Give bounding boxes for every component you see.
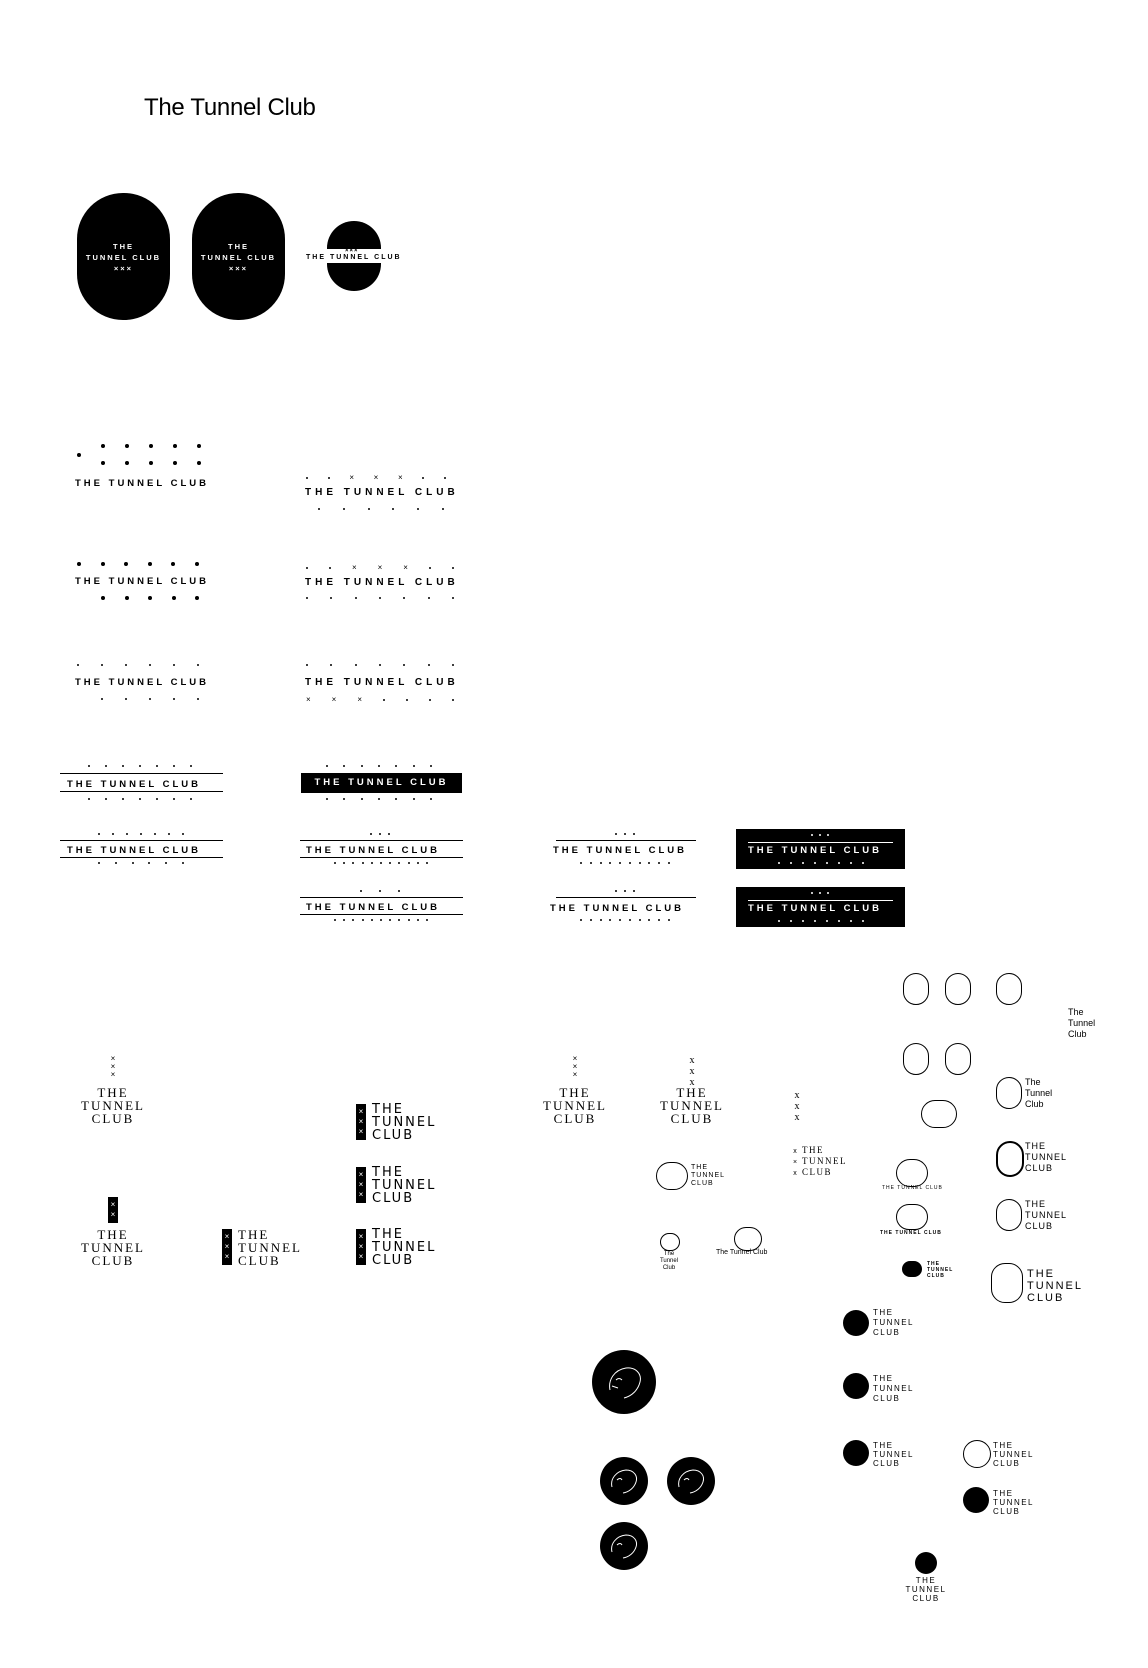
- serif-tunnel: TUNNEL: [802, 1156, 847, 1166]
- dot-logo-5-label: THE TUNNEL CLUB: [305, 577, 459, 588]
- ruled-logo-3-label: THE TUNNEL CLUB: [67, 845, 202, 856]
- ruled-logo-5-label: THE TUNNEL CLUB: [306, 902, 441, 913]
- dot-row: × × ×: [306, 696, 454, 704]
- rule: [60, 840, 223, 841]
- face-circle-icon: [592, 1350, 656, 1414]
- face-badge-icon: [660, 1233, 680, 1251]
- caps-club: CLUB: [927, 1273, 945, 1279]
- face-badge-icon: [903, 973, 929, 1005]
- x-box: × × ×: [222, 1229, 232, 1265]
- serif-club: CLUB: [91, 1111, 135, 1126]
- caps-tunnel: TUNNEL: [873, 1318, 915, 1327]
- caps-the: THE: [1025, 1141, 1046, 1151]
- x-stack: × × ×: [572, 1054, 578, 1079]
- dot-logo-6-label: THE TUNNEL CLUB: [305, 677, 459, 688]
- caps-tunnel: TUNNEL: [1025, 1152, 1068, 1162]
- serif-stack-4: [540, 1086, 610, 1125]
- caps-club: CLUB: [873, 1328, 901, 1337]
- thin-club: CLUB: [372, 1253, 415, 1268]
- caps-club: CLUB: [993, 1459, 1021, 1468]
- script-tunnel: Tunnel: [1068, 1018, 1096, 1028]
- thin-stack-2: [372, 1166, 436, 1205]
- face-badge-icon: [945, 973, 971, 1005]
- x-stack: × × ×: [110, 1054, 116, 1079]
- pill-line2: TUNNEL CLUB: [200, 253, 277, 262]
- dot-row: [77, 562, 199, 566]
- face-badge-icon: [896, 1204, 928, 1230]
- serif-the: THE: [802, 1145, 824, 1155]
- caps-the: THE: [873, 1308, 894, 1317]
- face-badge-icon: [921, 1100, 957, 1128]
- dot-row: [88, 765, 192, 767]
- caps-the: THE: [1025, 1199, 1046, 1209]
- pill-logo-2: [192, 193, 285, 320]
- caps-the: THE: [915, 1576, 937, 1585]
- caps-the: THE: [927, 1261, 940, 1267]
- face-circle-icon: [843, 1373, 869, 1399]
- script-the: The: [1025, 1077, 1041, 1087]
- pill-line2: TUNNEL CLUB: [85, 253, 162, 262]
- x-stack-letter: x x x: [794, 1090, 800, 1123]
- dot-row: [580, 862, 670, 864]
- dot-logo-3-label: THE TUNNEL CLUB: [75, 677, 210, 688]
- dot-row: [306, 597, 454, 599]
- caps-tunnel: TUNNEL: [993, 1498, 1035, 1507]
- dot-row: [98, 833, 184, 835]
- caps-the: THE: [1027, 1268, 1055, 1280]
- serif-club: CLUB: [238, 1253, 281, 1268]
- serif-tunnel: TUNNEL: [238, 1240, 302, 1255]
- rule: [556, 897, 696, 898]
- rule: [60, 857, 223, 858]
- thin-stack-3: [372, 1228, 436, 1267]
- caps-club: CLUB: [873, 1459, 901, 1468]
- dot-row: [306, 664, 454, 666]
- circle-lockup-4: [993, 1441, 1034, 1468]
- face-circle-icon: [600, 1522, 648, 1570]
- dot-row: [615, 833, 635, 835]
- circle-lockup-6: [896, 1576, 956, 1603]
- dot-row: [318, 508, 444, 510]
- ruled-logo-2-label: THE TUNNEL CLUB: [301, 773, 462, 793]
- serif-stack-6: [802, 1145, 847, 1178]
- x-box: × ×: [108, 1197, 118, 1223]
- rule: [300, 857, 463, 858]
- dot-row: [360, 890, 400, 892]
- dot-row: [101, 698, 199, 700]
- rule: [300, 897, 463, 898]
- dot-row: [326, 798, 432, 800]
- x-box: × × ×: [356, 1229, 366, 1265]
- dot-row: [98, 862, 184, 864]
- dot-row: [77, 664, 199, 666]
- ruled-logo-6-label: THE TUNNEL CLUB: [553, 845, 688, 856]
- boxed-logo-1-label: THE TUNNEL CLUB: [748, 845, 883, 856]
- face-pill-icon: [902, 1261, 922, 1277]
- face-circle-icon: [915, 1552, 937, 1574]
- serif-club: CLUB: [802, 1167, 833, 1177]
- caps-club: CLUB: [691, 1180, 714, 1187]
- circle-lockup-1: [873, 1308, 914, 1338]
- caps-club: CLUB: [1025, 1221, 1054, 1231]
- thin-club: CLUB: [372, 1128, 415, 1143]
- script-club: Club: [1068, 1029, 1087, 1039]
- dot-row: [334, 919, 428, 921]
- dot-row: [326, 765, 432, 767]
- serif-tunnel: TUNNEL: [81, 1240, 145, 1255]
- circle-lockup-3: [873, 1441, 914, 1468]
- serif-club: CLUB: [670, 1111, 714, 1126]
- thin-the: THE: [372, 1102, 404, 1117]
- face-badge-icon: [656, 1162, 688, 1190]
- script-stack-3: [1025, 1141, 1067, 1174]
- caps-tunnel: TUNNEL: [927, 1267, 954, 1273]
- caps-the: THE: [873, 1374, 894, 1383]
- script-club: Club: [1025, 1099, 1044, 1109]
- thin-the: THE: [372, 1165, 404, 1180]
- face-circle-icon: [843, 1440, 869, 1466]
- serif-stack-1: [78, 1086, 148, 1125]
- pill-logo-1: [77, 193, 170, 320]
- serif-stack-5: [657, 1086, 727, 1125]
- serif-the: THE: [97, 1227, 129, 1242]
- thin-tunnel: TUNNEL: [372, 1178, 437, 1193]
- face-badge-icon: [996, 973, 1022, 1005]
- x-stack-small: x × x: [792, 1148, 798, 1177]
- dot-row: [615, 890, 635, 892]
- caps-tunnel: TUNNEL: [1025, 1210, 1068, 1220]
- circle-lockup-5: [993, 1489, 1034, 1516]
- serif-tunnel: TUNNEL: [543, 1098, 607, 1113]
- tiny-script-stack: [654, 1251, 684, 1272]
- face-circle-icon: [963, 1487, 989, 1513]
- rule: [60, 773, 223, 774]
- circle-lockup-2: [873, 1374, 914, 1404]
- ruled-logo-1-label: THE TUNNEL CLUB: [67, 779, 202, 790]
- face-badge-icon: [996, 1077, 1022, 1109]
- serif-the: THE: [238, 1227, 270, 1242]
- caps-tunnel: TUNNEL: [873, 1384, 915, 1393]
- dot-row: [580, 919, 670, 921]
- badge-lockup-1: [691, 1164, 725, 1188]
- caps-tunnel: TUNNEL: [993, 1450, 1035, 1459]
- caps-the: THE: [873, 1441, 894, 1450]
- dot-row: [334, 862, 428, 864]
- badge-caption-script: The Tunnel Club: [716, 1249, 768, 1256]
- split-pill-xxx: ×××: [345, 248, 359, 254]
- script-stack-4: [1025, 1199, 1067, 1232]
- face-badge-icon: [903, 1043, 929, 1075]
- face-badge-icon: [896, 1159, 928, 1187]
- script-the: The: [1068, 1007, 1084, 1017]
- x-box: × × ×: [356, 1167, 366, 1203]
- pill-xxx: ×××: [228, 264, 249, 273]
- face-badge-icon: [996, 1141, 1024, 1177]
- pill-line1: THE: [228, 242, 249, 251]
- badge-caption: THE TUNNEL CLUB: [882, 1185, 943, 1191]
- caps-tunnel: TUNNEL: [873, 1450, 915, 1459]
- caps-club: CLUB: [1025, 1163, 1054, 1173]
- script-tunnel: Tunnel: [1025, 1088, 1053, 1098]
- ruled-logo-4-label: THE TUNNEL CLUB: [306, 845, 441, 856]
- ruled-logo-7-label: THE TUNNEL CLUB: [550, 903, 685, 914]
- rule: [60, 791, 223, 792]
- dot-logo-1-label: THE TUNNEL CLUB: [75, 478, 210, 489]
- face-badge-icon: [945, 1043, 971, 1075]
- caps-the: THE: [993, 1489, 1014, 1498]
- serif-tunnel: TUNNEL: [81, 1098, 145, 1113]
- face-circle-icon: [667, 1457, 715, 1505]
- x-stack-letter: x x x: [689, 1055, 695, 1088]
- dot-row: [88, 798, 192, 800]
- script-stack-1: [1068, 1007, 1095, 1040]
- boxed-logo-2: [736, 887, 905, 927]
- serif-the: THE: [559, 1085, 591, 1100]
- boxed-logo-2-label: THE TUNNEL CLUB: [748, 903, 883, 914]
- badge-caption-bold: THE TUNNEL CLUB: [880, 1230, 942, 1236]
- serif-stack-3: [238, 1228, 302, 1267]
- face-circle-icon: [600, 1457, 648, 1505]
- caps-club: CLUB: [1027, 1292, 1065, 1304]
- serif-club: CLUB: [91, 1253, 135, 1268]
- caps-tunnel: TUNNEL: [1027, 1280, 1084, 1292]
- serif-the: THE: [676, 1085, 708, 1100]
- face-badge-icon: [734, 1227, 762, 1251]
- caps-the: THE: [993, 1441, 1014, 1450]
- thin-the: THE: [372, 1227, 404, 1242]
- dot-row: × × ×: [306, 474, 446, 482]
- caps-tunnel: TUNNEL: [905, 1585, 947, 1594]
- serif-stack-2: [78, 1228, 148, 1267]
- caps-club: CLUB: [912, 1594, 940, 1603]
- script-stack-2: [1025, 1077, 1052, 1110]
- pill-line1: THE: [113, 242, 134, 251]
- thin-tunnel: TUNNEL: [372, 1240, 437, 1255]
- dot-row: [370, 833, 390, 835]
- serif-the: THE: [97, 1085, 129, 1100]
- caps-club: CLUB: [873, 1394, 901, 1403]
- serif-club: CLUB: [553, 1111, 597, 1126]
- badge-lockup-large: [1027, 1268, 1083, 1304]
- rule: [300, 914, 463, 915]
- thin-tunnel: TUNNEL: [372, 1115, 437, 1130]
- boxed-logo-1: [736, 829, 905, 869]
- face-circle-outline-icon: [963, 1440, 991, 1468]
- face-circle-icon: [843, 1310, 869, 1336]
- dot-logo-2-label: THE TUNNEL CLUB: [75, 576, 210, 587]
- script-club: Club: [662, 1265, 676, 1271]
- caps-club: CLUB: [993, 1507, 1021, 1516]
- face-badge-icon: [991, 1263, 1023, 1303]
- rule: [556, 840, 696, 841]
- face-badge-icon: [996, 1199, 1022, 1231]
- pill-lockup-small: [927, 1261, 953, 1279]
- split-pill-label: THE TUNNEL CLUB: [306, 254, 402, 261]
- thin-club: CLUB: [372, 1191, 415, 1206]
- dot-logo-4-label: THE TUNNEL CLUB: [305, 487, 459, 498]
- x-box: × × ×: [356, 1104, 366, 1140]
- script-tunnel: Tunnel: [659, 1258, 679, 1264]
- caps-the: THE: [691, 1164, 708, 1171]
- thin-stack-1: [372, 1103, 436, 1142]
- caps-tunnel: TUNNEL: [691, 1172, 726, 1179]
- serif-tunnel: TUNNEL: [660, 1098, 724, 1113]
- script-the: The: [663, 1251, 675, 1257]
- pill-xxx: ×××: [113, 264, 134, 273]
- page-title: The Tunnel Club: [144, 94, 316, 121]
- dot-row: × × ×: [306, 564, 454, 572]
- rule: [300, 840, 463, 841]
- dot-row: [101, 596, 199, 600]
